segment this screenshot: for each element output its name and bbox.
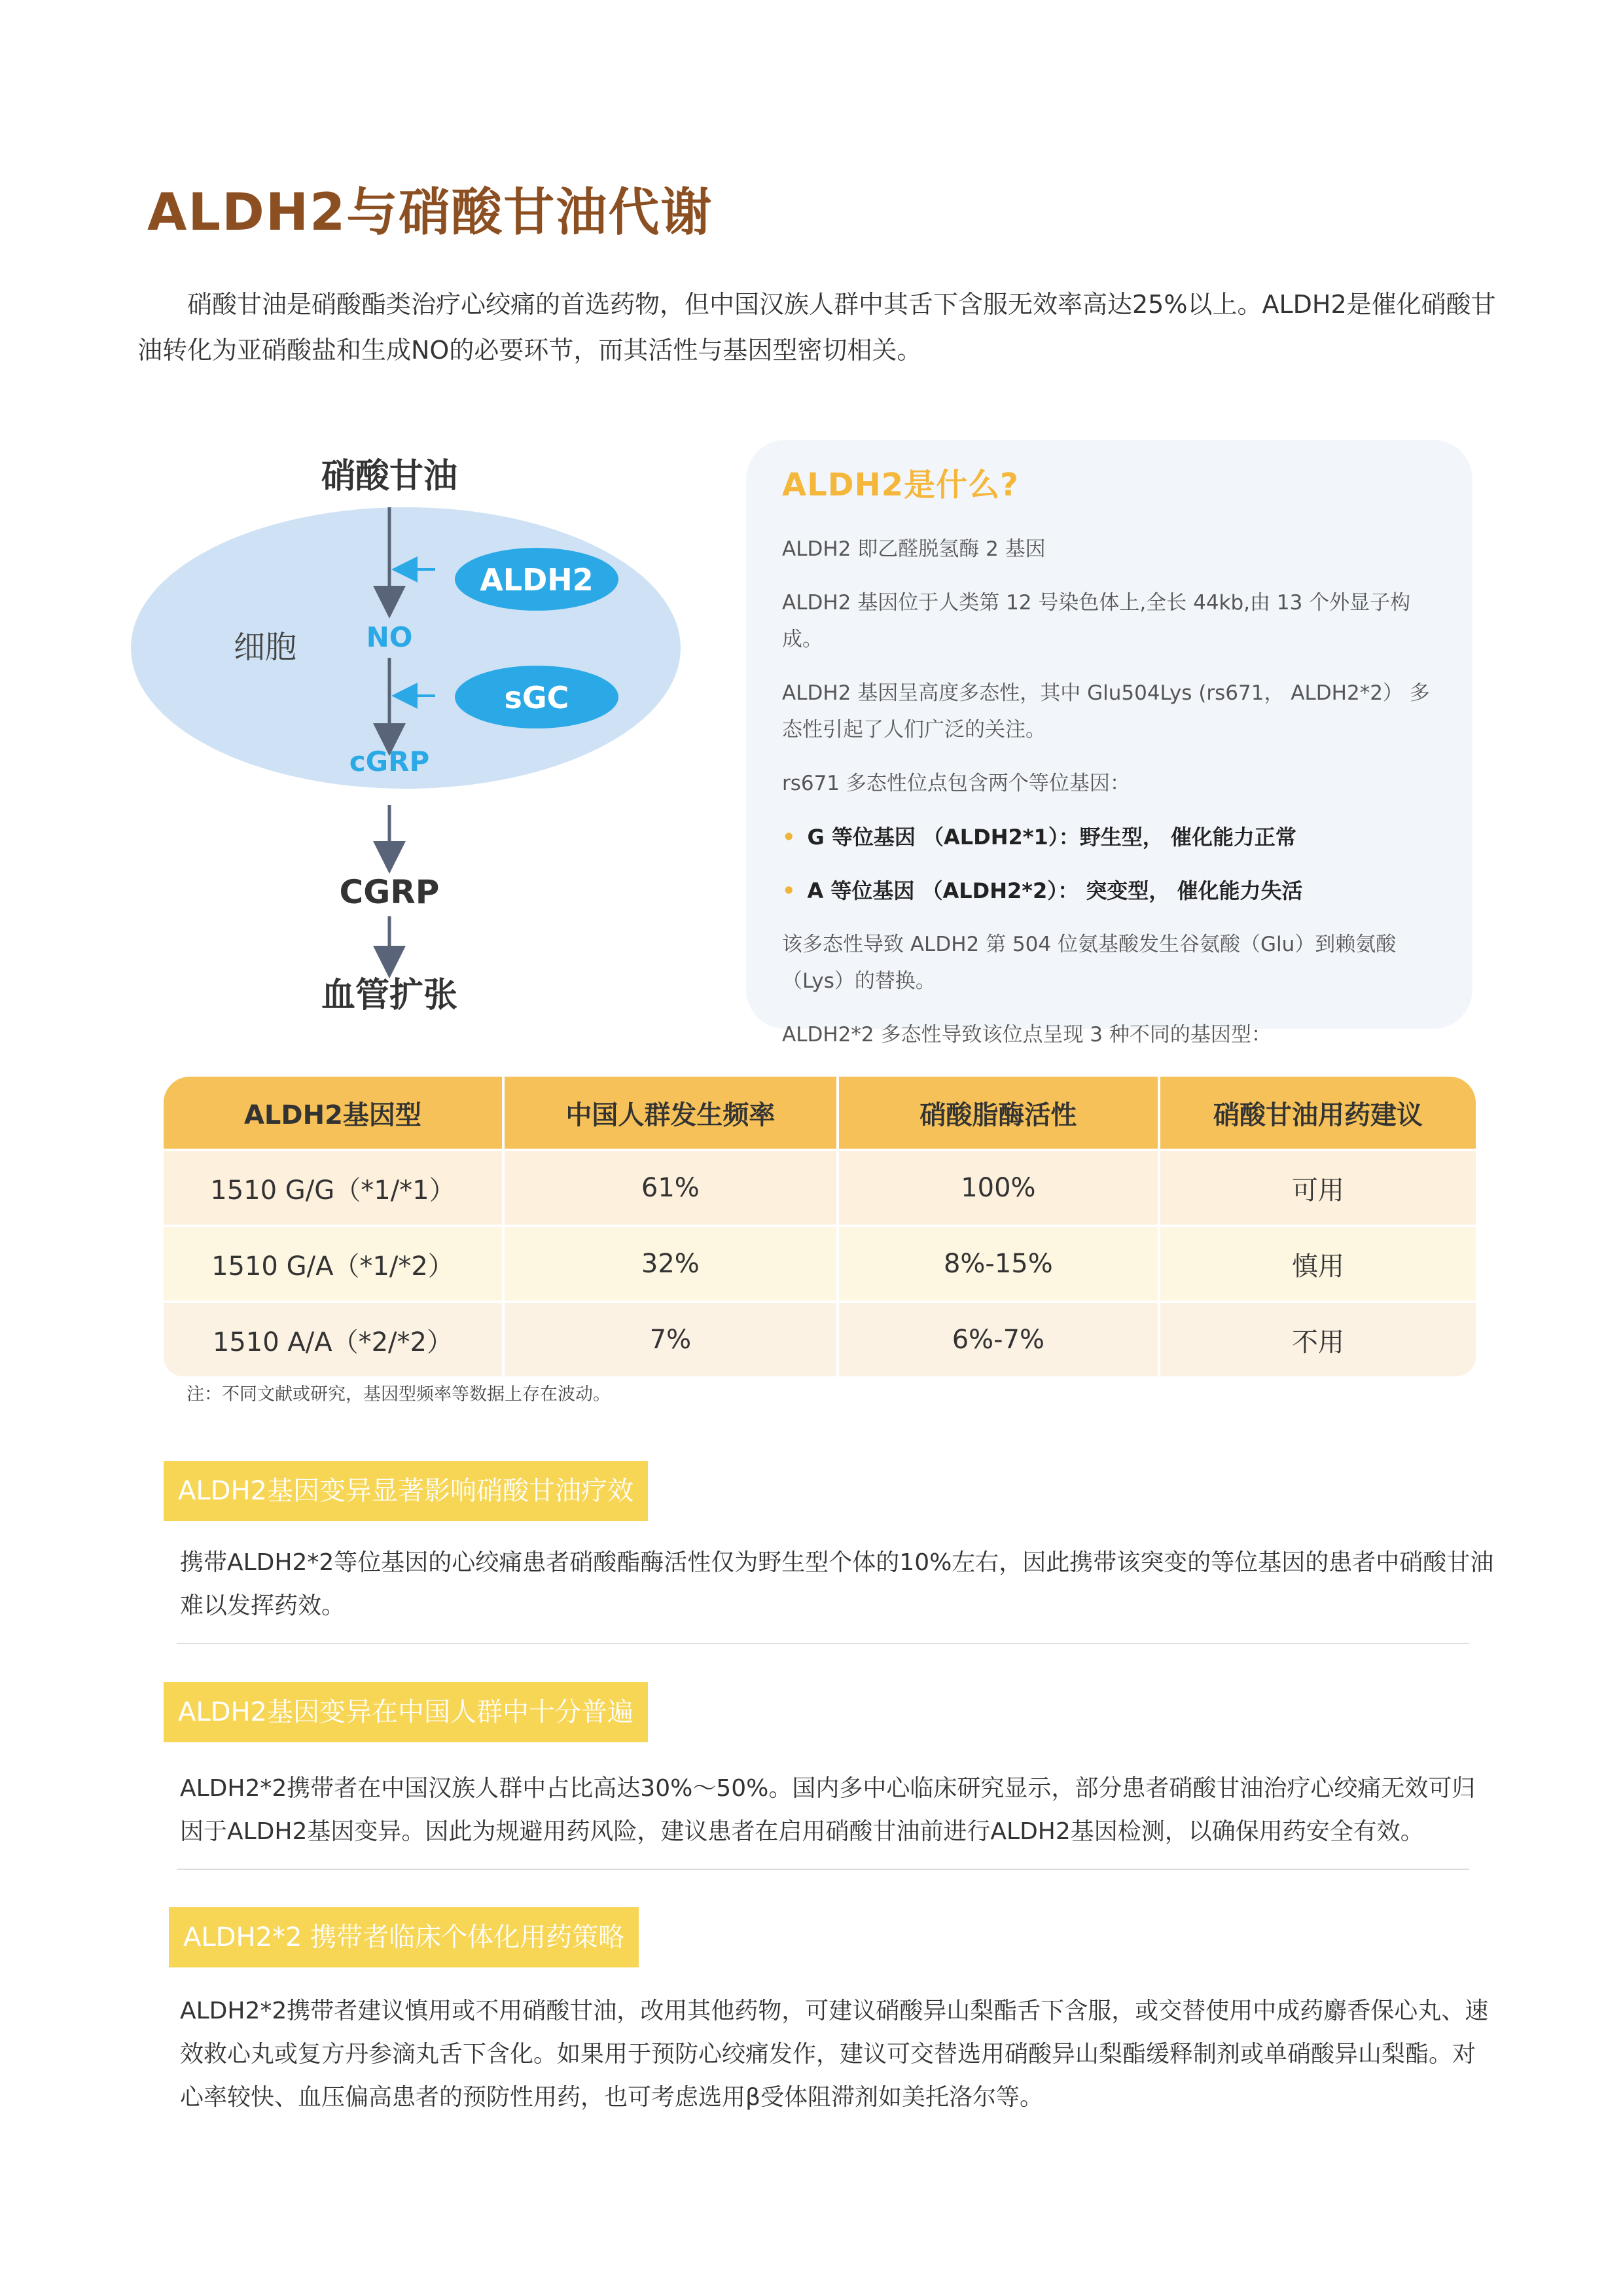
table-cell-activity: 6%-7% [839, 1303, 1160, 1376]
table-cell-frequency: 61% [505, 1151, 839, 1225]
intro-text: 硝酸甘油是硝酸酯类治疗心绞痛的首选药物，但中国汉族人群中其舌下含服无效率高达25%以上。ALDH2是催化硝酸甘油转化为亚硝酸盐和生成NO的必要环节，而其活性与基因型密切相关。 [137, 290, 1496, 365]
section-body-efficacy: 携带ALDH2*2等位基因的心绞痛患者硝酸酯酶活性仅为野生型个体的10%左右，因此携带该突变的等位基因的患者中硝酸甘油难以发挥药效。 [180, 1549, 1494, 1619]
info-line-4: rs671 多态性位点包含两个等位基因： [782, 772, 1130, 795]
table-cell-activity: 8%-15% [839, 1227, 1160, 1300]
table-row [164, 1225, 1476, 1300]
info-line-3: ALDH2 基因呈高度多态性，其中 Glu504Lys (rs671， ALDH2*2） 多态性引起了人们广泛的关注。 [782, 681, 1430, 742]
cell-label: 细胞 [233, 629, 297, 666]
info-bullet-g-allele [782, 819, 1436, 855]
metabolism-diagram [131, 439, 759, 1028]
section-divider [177, 1869, 1469, 1870]
page-title: ALDH2与硝酸甘油代谢 [147, 183, 713, 242]
info-line-2: ALDH2 基因位于人类第 12 号染色体上,全长 44kb,由 13 个外显子构成。 [782, 591, 1411, 651]
table-cell-advice: 慎用 [1291, 1251, 1344, 1282]
intro-paragraph [137, 281, 1499, 373]
info-line-6: ALDH2*2 多态性导致该位点呈现 3 种不同的基因型： [782, 1023, 1272, 1047]
table-row [164, 1149, 1476, 1225]
table-footnote: 注：不同文献或研究，基因型频率等数据上存在波动。 [187, 1384, 611, 1405]
table-cell-advice: 可用 [1291, 1175, 1344, 1206]
section-tag-prevalence: ALDH2基因变异在中国人群中十分普遍 [164, 1682, 648, 1742]
diagram-svg [131, 439, 759, 1028]
info-line-5: 该多态性导致 ALDH2 第 504 位氨基酸发生谷氨酸（Glu）到赖氨酸（Lys）的替换。 [782, 933, 1397, 993]
info-box-title: ALDH2是什么? [782, 467, 1019, 503]
table-cell-advice: 不用 [1291, 1327, 1344, 1357]
table-header-row [164, 1077, 1476, 1149]
enzyme-sgc-label: sGC [504, 680, 569, 715]
info-line-1: ALDH2 即乙醛脱氢酶 2 基因 [782, 537, 1046, 561]
intermediate-cgrp-inner: cGRP [349, 745, 430, 778]
info-bullet-a-allele [782, 872, 1436, 909]
section-tag-strategy: ALDH2*2 携带者临床个体化用药策略 [169, 1907, 639, 1967]
output-cgrp: CGRP [339, 873, 440, 911]
section-body-strategy: ALDH2*2携带者建议慎用或不用硝酸甘油，改用其他药物，可建议硝酸异山梨酯舌下含服，或交替使用中成药麝香保心丸、速效救心丸或复方丹参滴丸舌下含化。如果用于预防心绞痛发作，建议可交替选用硝酸异山梨酯缓释制剂或单硝酸异山梨酯。对心率较快、血压偏高患者的预防性用药，也可考虑选用β受体阻滞剂如美托洛尔等。 [180, 1998, 1489, 2111]
output-vasodilation: 血管扩张 [321, 976, 458, 1015]
diagram-top-label: 硝酸甘油 [321, 457, 458, 496]
section-tag-efficacy: ALDH2基因变异显著影响硝酸甘油疗效 [164, 1461, 648, 1521]
bullet-text-a: A 等位基因 （ALDH2*2）： 突变型， 催化能力失活 [807, 878, 1303, 903]
bullet-dot-icon: • [782, 878, 796, 903]
table-row [164, 1300, 1476, 1376]
bullet-dot-icon: • [782, 825, 796, 850]
section-divider [177, 1643, 1469, 1644]
genotype-table [164, 1077, 1476, 1376]
table-header-frequency: 中国人群发生频率 [505, 1077, 839, 1149]
table-cell-frequency: 7% [505, 1303, 839, 1376]
section-body-prevalence: ALDH2*2携带者在中国汉族人群中占比高达30%～50%。国内多中心临床研究显示，部分患者硝酸甘油治疗心绞痛无效可归因于ALDH2基因变异。因此为规避用药风险，建议患者在启用硝酸甘油前进行ALDH2基因检测，以确保用药安全有效。 [180, 1775, 1476, 1845]
table-cell-genotype: 1510 A/A（*2/*2） [164, 1303, 505, 1376]
enzyme-aldh2-label: ALDH2 [480, 562, 594, 598]
table-header-activity: 硝酸脂酶活性 [839, 1077, 1160, 1149]
intermediate-no: NO [366, 621, 413, 653]
table-cell-activity: 100% [839, 1151, 1160, 1225]
table-header-advice: 硝酸甘油用药建议 [1160, 1077, 1476, 1149]
table-header-genotype: ALDH2基因型 [164, 1077, 505, 1149]
aldh2-info-box [746, 440, 1472, 1047]
table-cell-genotype: 1510 G/G（*1/*1） [164, 1151, 505, 1225]
bullet-text-g: G 等位基因 （ALDH2*1）：野生型， 催化能力正常 [807, 825, 1296, 850]
table-cell-frequency: 32% [505, 1227, 839, 1300]
table-cell-genotype: 1510 G/A（*1/*2） [164, 1227, 505, 1300]
